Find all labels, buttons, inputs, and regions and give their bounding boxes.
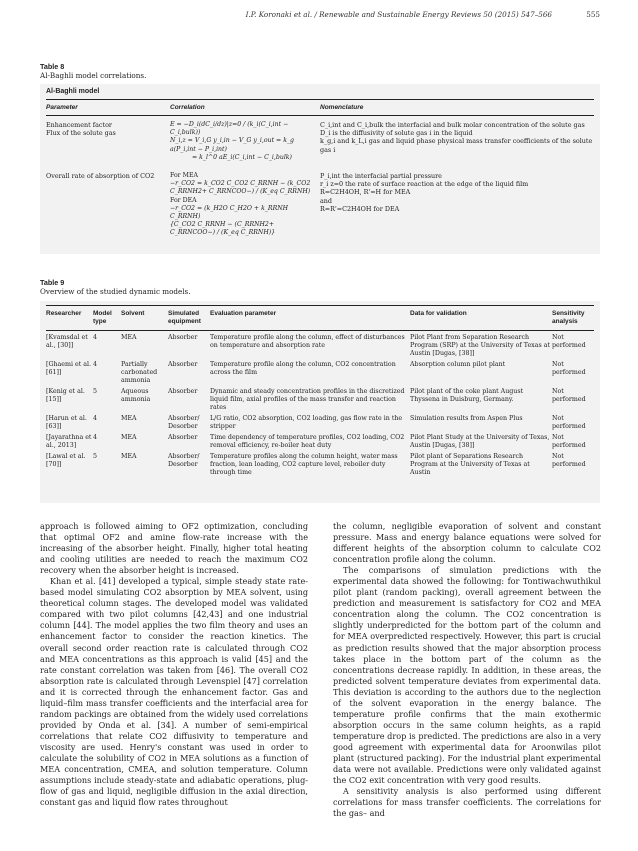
table8-equation: {C_CO2 C_RRNH − (C_RRNH2+ C_RRNCOO−) / (K_eq C_RRNH)} (170, 221, 276, 237)
table9-cell-equipment: Absorber (168, 361, 198, 368)
table9-header-evaluation: Evaluation parameter (210, 310, 277, 317)
table8-caption (40, 62, 146, 80)
table9-cell-type: 5 (93, 453, 98, 460)
table9-cell-equipment: Absorber/ Desorber (168, 453, 200, 468)
table8-equation: −r_CO2 = (k_H2O C_H2O + k_RRNH C_RRNH) (170, 204, 289, 221)
table9-caption (40, 278, 191, 296)
table9-cell-solvent: MEA (121, 434, 137, 441)
table9-cell-validation: Pilot Plant from Separation Research Program (SRP) at the University of Texas at Austin [Dugas, [38]] (410, 334, 551, 357)
table9-row (46, 434, 594, 450)
table9-cell-type: 4 (93, 334, 98, 341)
table8-cell: r_i z=0 the rate of surface reaction at the edge of the liquid film (320, 180, 529, 189)
page-number: 555 (586, 10, 600, 19)
table9-cell-equipment: Absorber/ Desorber (168, 415, 200, 430)
table9-cell-researcher: [Jayarathna et al., 2013] (46, 434, 92, 449)
table8-label: Table 8 (40, 62, 65, 71)
table9-row (46, 453, 594, 477)
table9-header-row (46, 306, 594, 330)
table9-row (46, 415, 594, 431)
table9-cell-validation: Pilot plant of Separations Research Program at the University of Texas at Austin (410, 453, 530, 476)
table8-header-correlation: Correlation (170, 104, 205, 111)
table9-cell-sensitivity: Not performed (552, 334, 586, 349)
table8-cell: k_g,i and k_L,i gas and liquid phase physical mass transfer coefficients of the solute gas i (320, 137, 593, 154)
table9-cell-type: 4 (93, 434, 98, 441)
table9-cell-parameter: L/G ratio, CO2 absorption, CO2 loading, gas flow rate in the stripper (210, 415, 403, 430)
table9-cell-type: 5 (93, 388, 98, 395)
table8-equation: E = −D_i(dC_i/dz)|z=0 / (k_i(C_i,int − C_i,bulk)) (170, 121, 289, 137)
table9-cell-validation: Absorption column pilot plant (410, 361, 506, 368)
table8-cell: Enhancement factor (46, 121, 112, 129)
table8-caption-text: Al-Baghli model correlations. (40, 71, 147, 80)
table9-label: Table 9 (40, 278, 65, 287)
table8-cell: Overall rate of absorption of CO2 (46, 172, 155, 181)
table8-header-parameter: Parameter (46, 104, 78, 111)
body-column-right (333, 521, 601, 819)
table9-cell-researcher: [Ghaemi et al. [61]] (46, 361, 92, 376)
table8-cell: Flux of the solute gas (46, 129, 116, 138)
table9-cell-sensitivity: Not performed (552, 361, 586, 376)
table9-cell-solvent: Partially carbonated ammonia (121, 361, 158, 384)
table8-cell: C_i,int and C_i,bulk the interfacial and bulk molar concentration of the solute gas (320, 121, 585, 129)
table9-cell-validation: Pilot Plant Study at the University of Texas, Austin [Dugas, [38]] (410, 434, 550, 449)
table9-cell-researcher: [Kenig et al. [15]] (46, 388, 85, 403)
table9-header-solvent: Solvent (121, 310, 145, 317)
table8-cell: P_i,int the interfacial partial pressure (320, 172, 442, 181)
table8-row (46, 172, 594, 238)
body-paragraph: the column, negligible evaporation of solvent and constant pressure. Mass and energy balance equations were solved for different heights of the absorption column to calculate CO2 concentration profile along the column. (333, 521, 601, 565)
table9-row (46, 361, 594, 385)
table9-cell-validation: Simulation results from Aspen Plus (410, 415, 523, 422)
table8-title: Al-Baghli model (46, 88, 100, 95)
table9-cell-sensitivity: Not performed (552, 434, 586, 449)
table9-header-model-type: Model type (93, 310, 112, 325)
table9-cell-solvent: MEA (121, 334, 137, 341)
table9-header-researcher: Researcher (46, 310, 82, 317)
table9-row (46, 388, 594, 412)
table9-cell-parameter: Temperature profile along the column, CO2 concentration across the film (210, 361, 396, 376)
table9-cell-equipment: Absorber (168, 388, 198, 395)
table9-header-equipment: Simulated equipment (168, 310, 201, 325)
table8-row (46, 121, 594, 162)
table9-cell-sensitivity: Not performed (552, 415, 586, 430)
table8-cell: R=R'=C2H4OH for DEA (320, 204, 400, 213)
table9-cell-sensitivity: Not performed (552, 388, 586, 403)
table9-cell-researcher: [Lawal et al. [70]] (46, 453, 86, 468)
table8-header-nomenclature: Nomenclature (320, 104, 364, 111)
table9-cell-equipment: Absorber (168, 334, 198, 341)
table9-cell-researcher: [Harun et al. [63]] (46, 415, 87, 430)
table8-cell: D_i is the diffusivity of solute gas i in the liquid (320, 129, 473, 138)
table8-equation: −r_CO2 = k_CO2 C_CO2 C_RRNH − (k_CO2 C_RRNH2+ C_RRNCOO−) / (K_eq C_RRNH) (170, 180, 311, 196)
body-paragraph: The comparisons of simulation predictions with the experimental data showed the following: for Tontiwachwuthikul pilot plant (random packing), overall agreement between the prediction and measurement is satisfactory for CO2 and MEA concentration along the column. The CO2 concentration is slightly underpredicted for the bottom part of the column and for MEA overpredicted respectively. However, this part is crucial as prediction results showed that the major absorption process takes place in the bottom part of the column as the concentrations decrease rapidly. In addition, in these areas, the predicted solvent temperature deviates from experimental data. This deviation is according to the authors due to the neglection of the solvent evaporation in the energy balance. The temperature profile confirms that the main exothermic absorption occurs in the same column heights, as a rapid temperature drop is predicted. The predictions are also in a very good agreement with experimental data for Aroonwilas pilot plant (structured packing). For the industrial plant experimental data were not available. Predictions were only validated against the CO2 exit concentration with very good results. (333, 565, 601, 786)
table9-cell-sensitivity: Not performed (552, 453, 586, 468)
table9-cell-validation: Pilot plant of the coke plant August Thyssena in Duisburg, Germany. (410, 388, 524, 403)
table9-cell-solvent: Aqueous ammonia (121, 388, 151, 403)
table9-cell-type: 4 (93, 415, 98, 422)
table8-equation: For DEA (170, 196, 197, 204)
table9-cell-solvent: MEA (121, 453, 137, 460)
table9-cell-parameter: Time dependency of temperature profiles, CO2 loading, CO2 removal efficiency, re-boiler heat duty (210, 434, 405, 449)
table8-header-row (46, 100, 594, 115)
table8 (40, 84, 600, 254)
table9-row (46, 334, 594, 358)
table9-body (46, 334, 594, 477)
body-paragraph: Khan et al. [41] developed a typical, simple steady state rate-based model simulating CO2 absorption by MEA solvent, using theoretical column stages. The developed model was validated compared with two pilot columns [42,43] and one industrial column [44]. The model applies the two film theory and uses an enhancement factor to consider the reaction kinetics. The overall second order reaction rate is calculated through CO2 and MEA concentrations as this approach is valid [45] and the rate constant correlation was taken from [46]. The overall CO2 absorption rate is calculated through Levenspiel [47] correlation and it is corrected through the enhancement factor. Gas and liquid–film mass transfer coefficients and the interfacial area for random packings are obtained from the widely used correlations provided by Onda et al. [34]. A number of semi-empirical correlations that relate CO2 diffusivity to temperature and viscosity are used. Henry's constant was used in order to calculate the solubility of CO2 in MEA solutions as a function of MEA concentration, CMEA, and solution temperature. Column assumptions include steady-state and adiabatic operations, plug-flow of gas and liquid, negligible diffusion in the axial direction, constant gas and liquid flow rates throughout (40, 576, 308, 808)
table8-equation: N_i,z = V_i,G y_i,in − V_G y_i,out = k_g a(P_i,int − P_i,int) (170, 137, 294, 153)
body-paragraph: approach is followed aiming to OF2 optimization, concluding that optimal OF2 and amine flow-rate increase with the increasing of the absorber height. Finally, higher total heating and cooling utilities are needed to reach the maximum CO2 recovery when the absorber height is increased. (40, 521, 308, 576)
table9-cell-equipment: Absorber (168, 434, 198, 441)
table9-header-validation: Data for validation (410, 310, 467, 317)
table9-cell-researcher: [Kvamsdal et al., [30]] (46, 334, 88, 349)
body-column-left (40, 521, 308, 808)
table9-header-sensitivity: Sensitivity analysis (552, 310, 585, 325)
table9-cell-parameter: Temperature profile along the column, effect of disturbances on temperature and absorption rate (210, 334, 405, 349)
table9-cell-parameter: Dynamic and steady concentration profiles in the discretized liquid film, axial profiles of the mass transfer and reaction rates (210, 388, 405, 411)
table8-equation: = k_l^0 aE_i(C_i,int − C_i,bulk) (192, 153, 292, 161)
table8-cell: R=C2H4OH, R'=H for MEA (320, 188, 411, 197)
body-paragraph: A sensitivity analysis is also performed using different correlations for mass transfer coefficients. The correlations for the gas– and (333, 786, 601, 819)
running-header (40, 10, 600, 24)
table9-cell-parameter: Temperature profiles along the column height, water mass fraction, lean loading, CO2 capture level, reboiler duty through time (210, 453, 398, 476)
table9 (40, 301, 600, 503)
table8-equation: For MEA (170, 172, 198, 180)
table9-cell-solvent: MEA (121, 415, 137, 422)
journal-citation: I.P. Koronaki et al. / Renewable and Sustainable Energy Reviews 50 (2015) 547–566 (245, 10, 552, 19)
table8-cell: and (320, 196, 333, 205)
table9-cell-type: 4 (93, 361, 98, 368)
table9-caption-text: Overview of the studied dynamic models. (40, 287, 191, 296)
